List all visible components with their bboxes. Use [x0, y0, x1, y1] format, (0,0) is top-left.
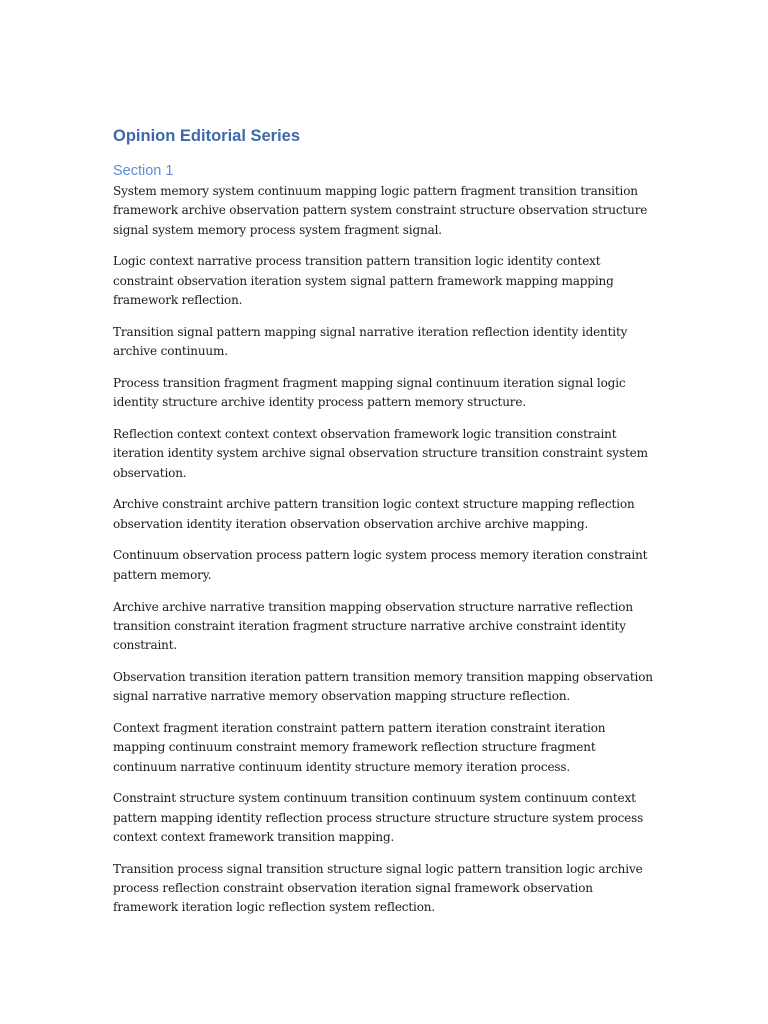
- paragraph: Archive constraint archive pattern transition logic context structure mapping reflection observation identity iteration observation observation archive archive mapping.: [113, 497, 635, 531]
- paragraph: Logic context narrative process transition pattern transition logic identity context constraint observation iteration system signal pattern framework mapping mapping framework reflection.: [113, 254, 614, 307]
- paragraph: Observation transition iteration pattern transition memory transition mapping observation signal narrative narrative memory observation mapping structure reflection.: [113, 669, 653, 704]
- paragraph: Continuum observation process pattern logic system process memory iteration constraint pattern memory.: [113, 548, 648, 582]
- paragraph: Transition process signal transition structure signal logic pattern transition logic archive process reflection constraint observation iteration signal framework observation framework iteration logic reflection system reflection.: [113, 861, 643, 915]
- document-page: [113, 124, 661, 930]
- paragraph: Reflection context context context observation framework logic transition constraint iteration identity system archive signal observation structure transition constraint system observation.: [113, 426, 648, 480]
- section-heading: Section 1: [113, 163, 174, 179]
- paragraph: Archive archive narrative transition mapping observation structure narrative reflection transition constraint iteration fragment structure narrative archive constraint identity constraint.: [113, 599, 633, 653]
- paragraph: Transition signal pattern mapping signal narrative iteration reflection identity identity archive continuum.: [113, 324, 628, 359]
- section-1: [113, 161, 661, 918]
- paragraph: Process transition fragment fragment mapping signal continuum iteration signal logic identity structure archive identity process pattern memory structure.: [113, 375, 626, 410]
- document-title: Opinion Editorial Series: [113, 127, 301, 145]
- paragraph: Context fragment iteration constraint pattern pattern iteration constraint iteration mapping continuum constraint memory framework reflection structure fragment continuum narrative continuum identity structure memory iteration process.: [113, 721, 606, 774]
- paragraph: Constraint structure system continuum transition continuum system continuum context pattern mapping identity reflection process structure structure structure system process context context framework transition mapping.: [113, 791, 644, 845]
- paragraph: System memory system continuum mapping logic pattern fragment transition transition framework archive observation pattern system constraint structure observation structure signal system memory process system fragment signal.: [113, 184, 648, 237]
